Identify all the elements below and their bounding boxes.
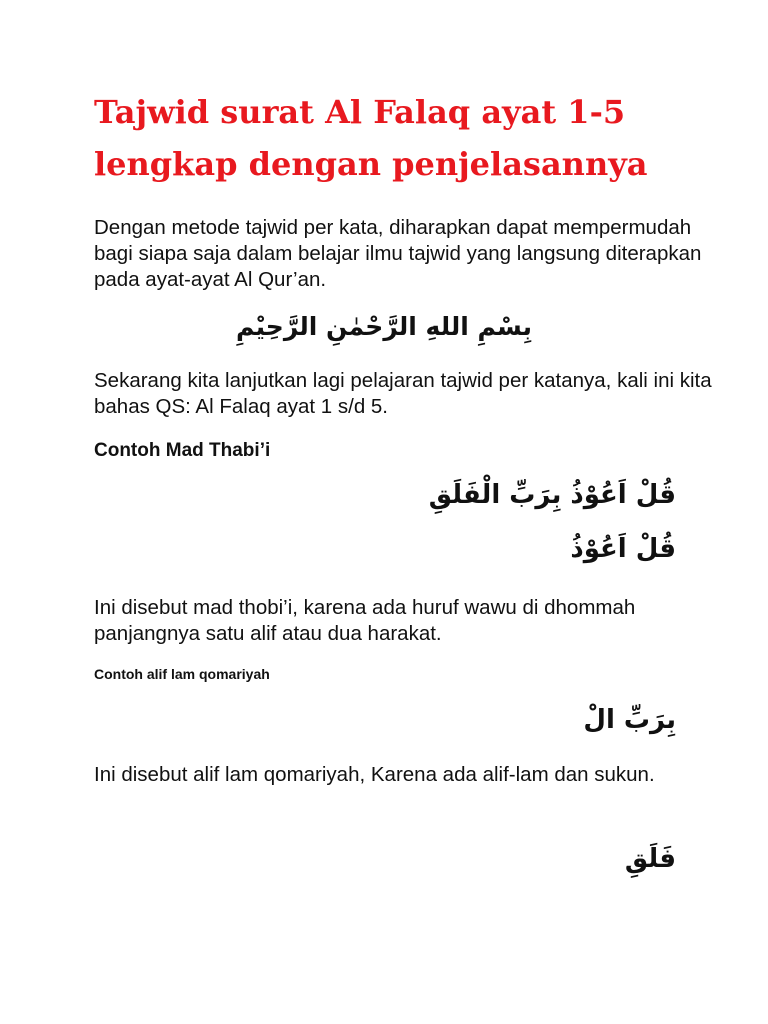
continuation-paragraph: Sekarang kita lanjutkan lagi pelajaran tajwid per katanya, kali ini kita bahas QS: Al Falaq ayat 1 s/d 5.	[94, 369, 712, 418]
section-heading-mad-thabii: Contoh Mad Thabi’i	[94, 440, 271, 461]
section-heading-alif-lam-qomariyah: Contoh alif lam qomariyah	[94, 666, 270, 682]
basmalah-text: بِسْمِ اللهِ الرَّحْمٰنِ الرَّحِيْمِ	[236, 312, 532, 341]
arabic-example-mad-thabii: قُلْ اَعُوْذُ	[570, 534, 676, 564]
arabic-example-falaq: فَلَقِ	[624, 844, 676, 874]
arabic-example-alif-lam: بِرَبِّ الْ	[583, 705, 676, 735]
arabic-verse-line-1: قُلْ اَعُوْذُ بِرَبِّ الْفَلَقِ	[428, 480, 676, 510]
document-title: Tajwid surat Al Falaq ayat 1-5 lengkap dengan penjelasannya	[94, 93, 648, 183]
intro-paragraph: Dengan metode tajwid per kata, diharapkan dapat mempermudah bagi siapa saja dalam belajar ilmu tajwid yang langsung diterapkan pada ayat-ayat Al Qur’an.	[94, 216, 702, 291]
explanation-alif-lam-qomariyah: Ini disebut alif lam qomariyah, Karena ada alif-lam dan sukun.	[94, 763, 655, 786]
explanation-mad-thabii: Ini disebut mad thobi’i, karena ada huruf wawu di dhommah panjangnya satu alif atau dua harakat.	[94, 596, 636, 645]
